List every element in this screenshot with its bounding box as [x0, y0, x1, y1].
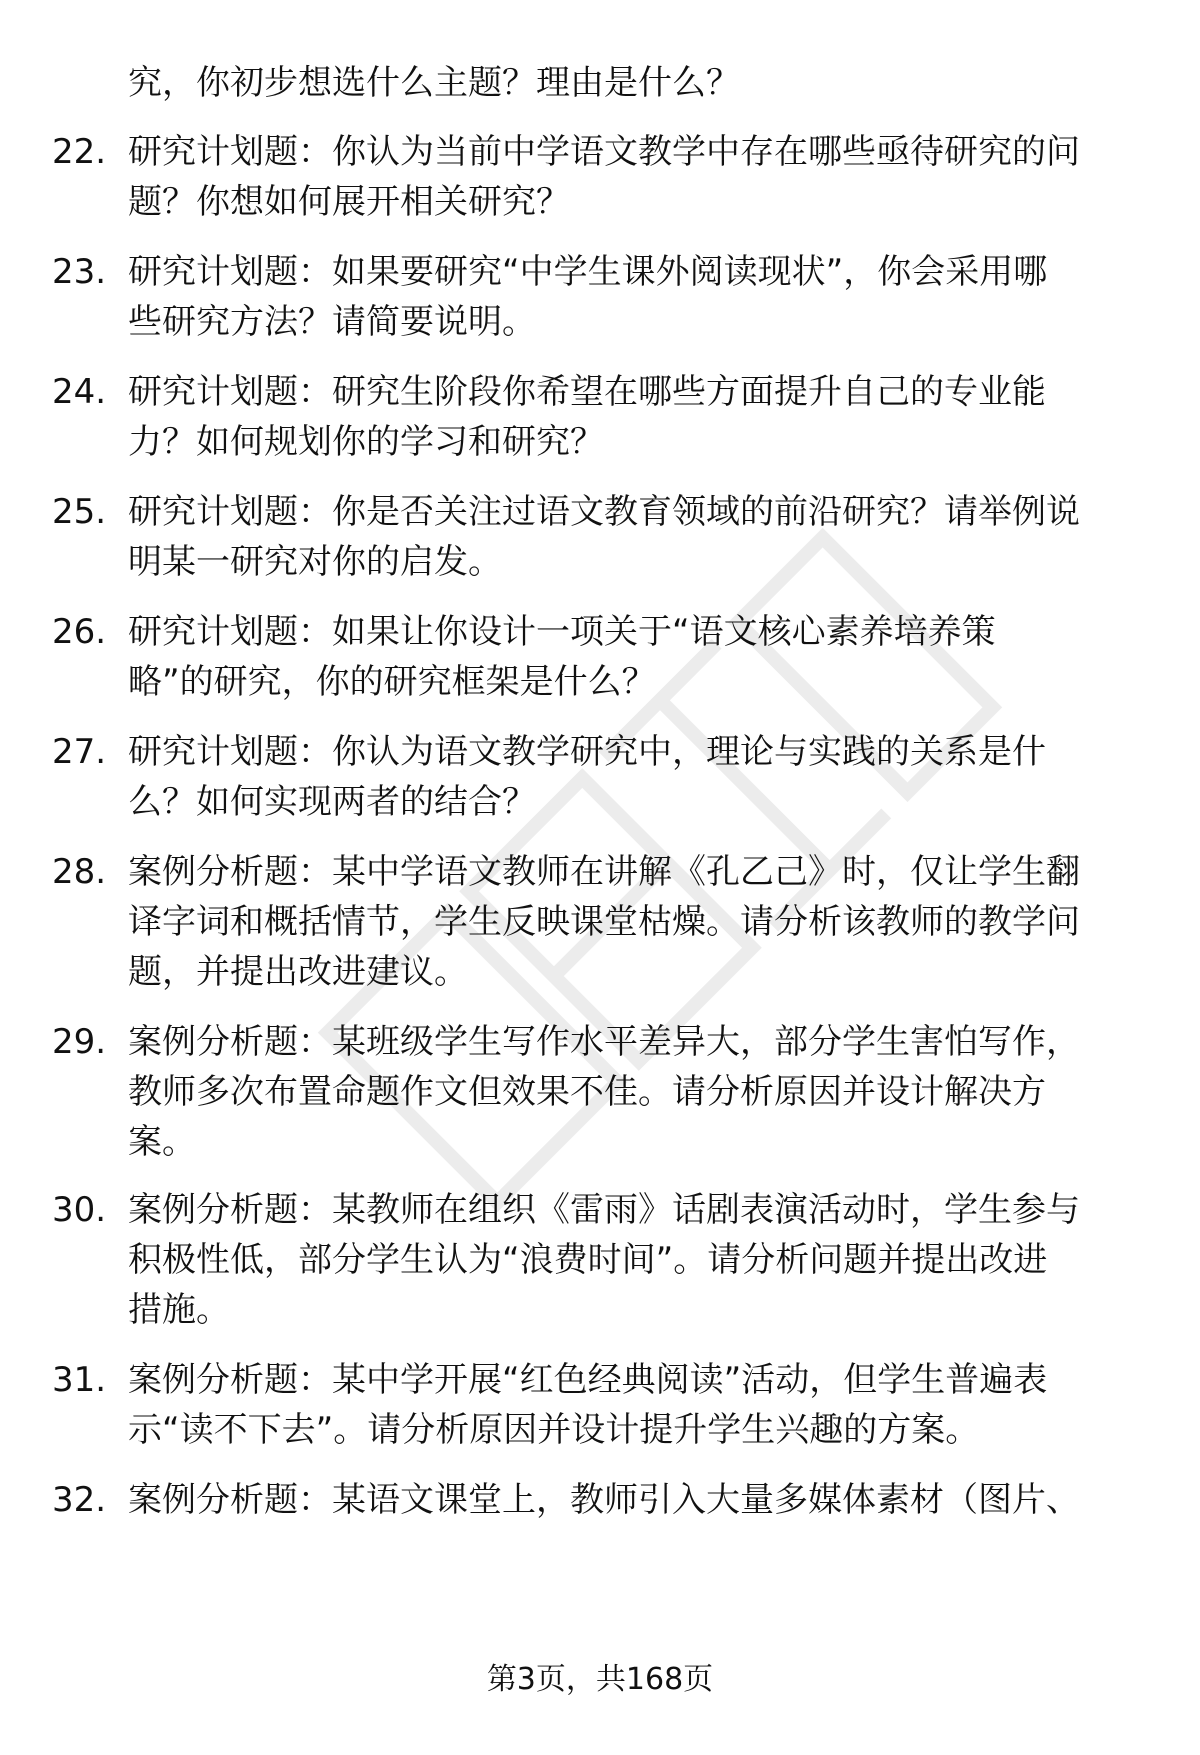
- question-number: 23.: [52, 252, 107, 292]
- question-item: [52, 1017, 1152, 1167]
- question-text-line: 研究计划题：如果让你设计一项关于“语文核心素养培养策: [128, 612, 996, 652]
- continuation-line: 究，你初步想选什么主题？理由是什么？: [128, 63, 740, 103]
- question-text-line: 译字词和概括情节，学生反映课堂枯燥。请分析该教师的教学问: [128, 902, 1080, 942]
- question-text-line: 教师多次布置命题作文但效果不佳。请分析原因并设计解决方: [128, 1072, 1046, 1112]
- question-number: 25.: [52, 492, 107, 532]
- question-item: [52, 1355, 1152, 1455]
- page-footer: 第3页，共168页: [486, 1662, 714, 1697]
- question-number: 26.: [52, 612, 107, 652]
- question-text-line: 研究计划题：你是否关注过语文教育领域的前沿研究？请举例说: [128, 492, 1080, 532]
- question-text-line: 略”的研究，你的研究框架是什么？: [128, 662, 656, 702]
- question-text-line: 么？如何实现两者的结合？: [128, 782, 536, 822]
- question-text-line: 案例分析题：某班级学生写作水平差异大，部分学生害怕写作，: [128, 1022, 1080, 1062]
- question-text-line: 案。: [128, 1122, 196, 1162]
- question-text-line: 研究计划题：你认为当前中学语文教学中存在哪些亟待研究的问: [128, 132, 1080, 172]
- question-item: [52, 727, 1152, 827]
- question-number: 29.: [52, 1022, 107, 1062]
- question-item: [52, 487, 1152, 587]
- question-text-line: 题，并提出改进建议。: [128, 952, 468, 992]
- question-number: 32.: [52, 1480, 107, 1520]
- question-item: [52, 367, 1152, 467]
- question-text-line: 措施。: [128, 1290, 230, 1330]
- question-text-line: 案例分析题：某中学开展“红色经典阅读”活动，但学生普遍表: [128, 1360, 1048, 1400]
- question-text-line: 研究计划题：如果要研究“中学生课外阅读现状”，你会采用哪: [128, 252, 1048, 292]
- question-item: [52, 247, 1152, 347]
- question-text-line: 案例分析题：某语文课堂上，教师引入大量多媒体素材（图片、: [128, 1480, 1080, 1520]
- question-text-line: 力？如何规划你的学习和研究？: [128, 422, 604, 462]
- question-text-line: 案例分析题：某中学语文教师在讲解《孔乙己》时，仅让学生翻: [128, 852, 1080, 892]
- question-number: 27.: [52, 732, 107, 772]
- question-text-line: 些研究方法？请简要说明。: [128, 302, 536, 342]
- question-text-line: 研究计划题：你认为语文教学研究中，理论与实践的关系是什: [128, 732, 1046, 772]
- question-text-line: 研究计划题：研究生阶段你希望在哪些方面提升自己的专业能: [128, 372, 1046, 412]
- question-text-line: 示“读不下去”。请分析原因并设计提升学生兴趣的方案。: [128, 1410, 980, 1450]
- question-number: 30.: [52, 1190, 107, 1230]
- question-text-line: 题？你想如何展开相关研究？: [128, 182, 570, 222]
- question-text-line: 案例分析题：某教师在组织《雷雨》话剧表演活动时，学生参与: [128, 1190, 1080, 1230]
- question-number: 28.: [52, 852, 107, 892]
- question-number: 31.: [52, 1360, 107, 1400]
- question-text-line: 明某一研究对你的启发。: [128, 542, 502, 582]
- question-item: [52, 1475, 1152, 1525]
- question-item: [52, 607, 1152, 707]
- question-item: [52, 127, 1152, 227]
- question-number: 22.: [52, 132, 107, 172]
- question-item: [52, 1185, 1152, 1335]
- question-item: [52, 847, 1152, 997]
- question-text-line: 积极性低，部分学生认为“浪费时间”。请分析问题并提出改进: [128, 1240, 1048, 1280]
- question-number: 24.: [52, 372, 107, 412]
